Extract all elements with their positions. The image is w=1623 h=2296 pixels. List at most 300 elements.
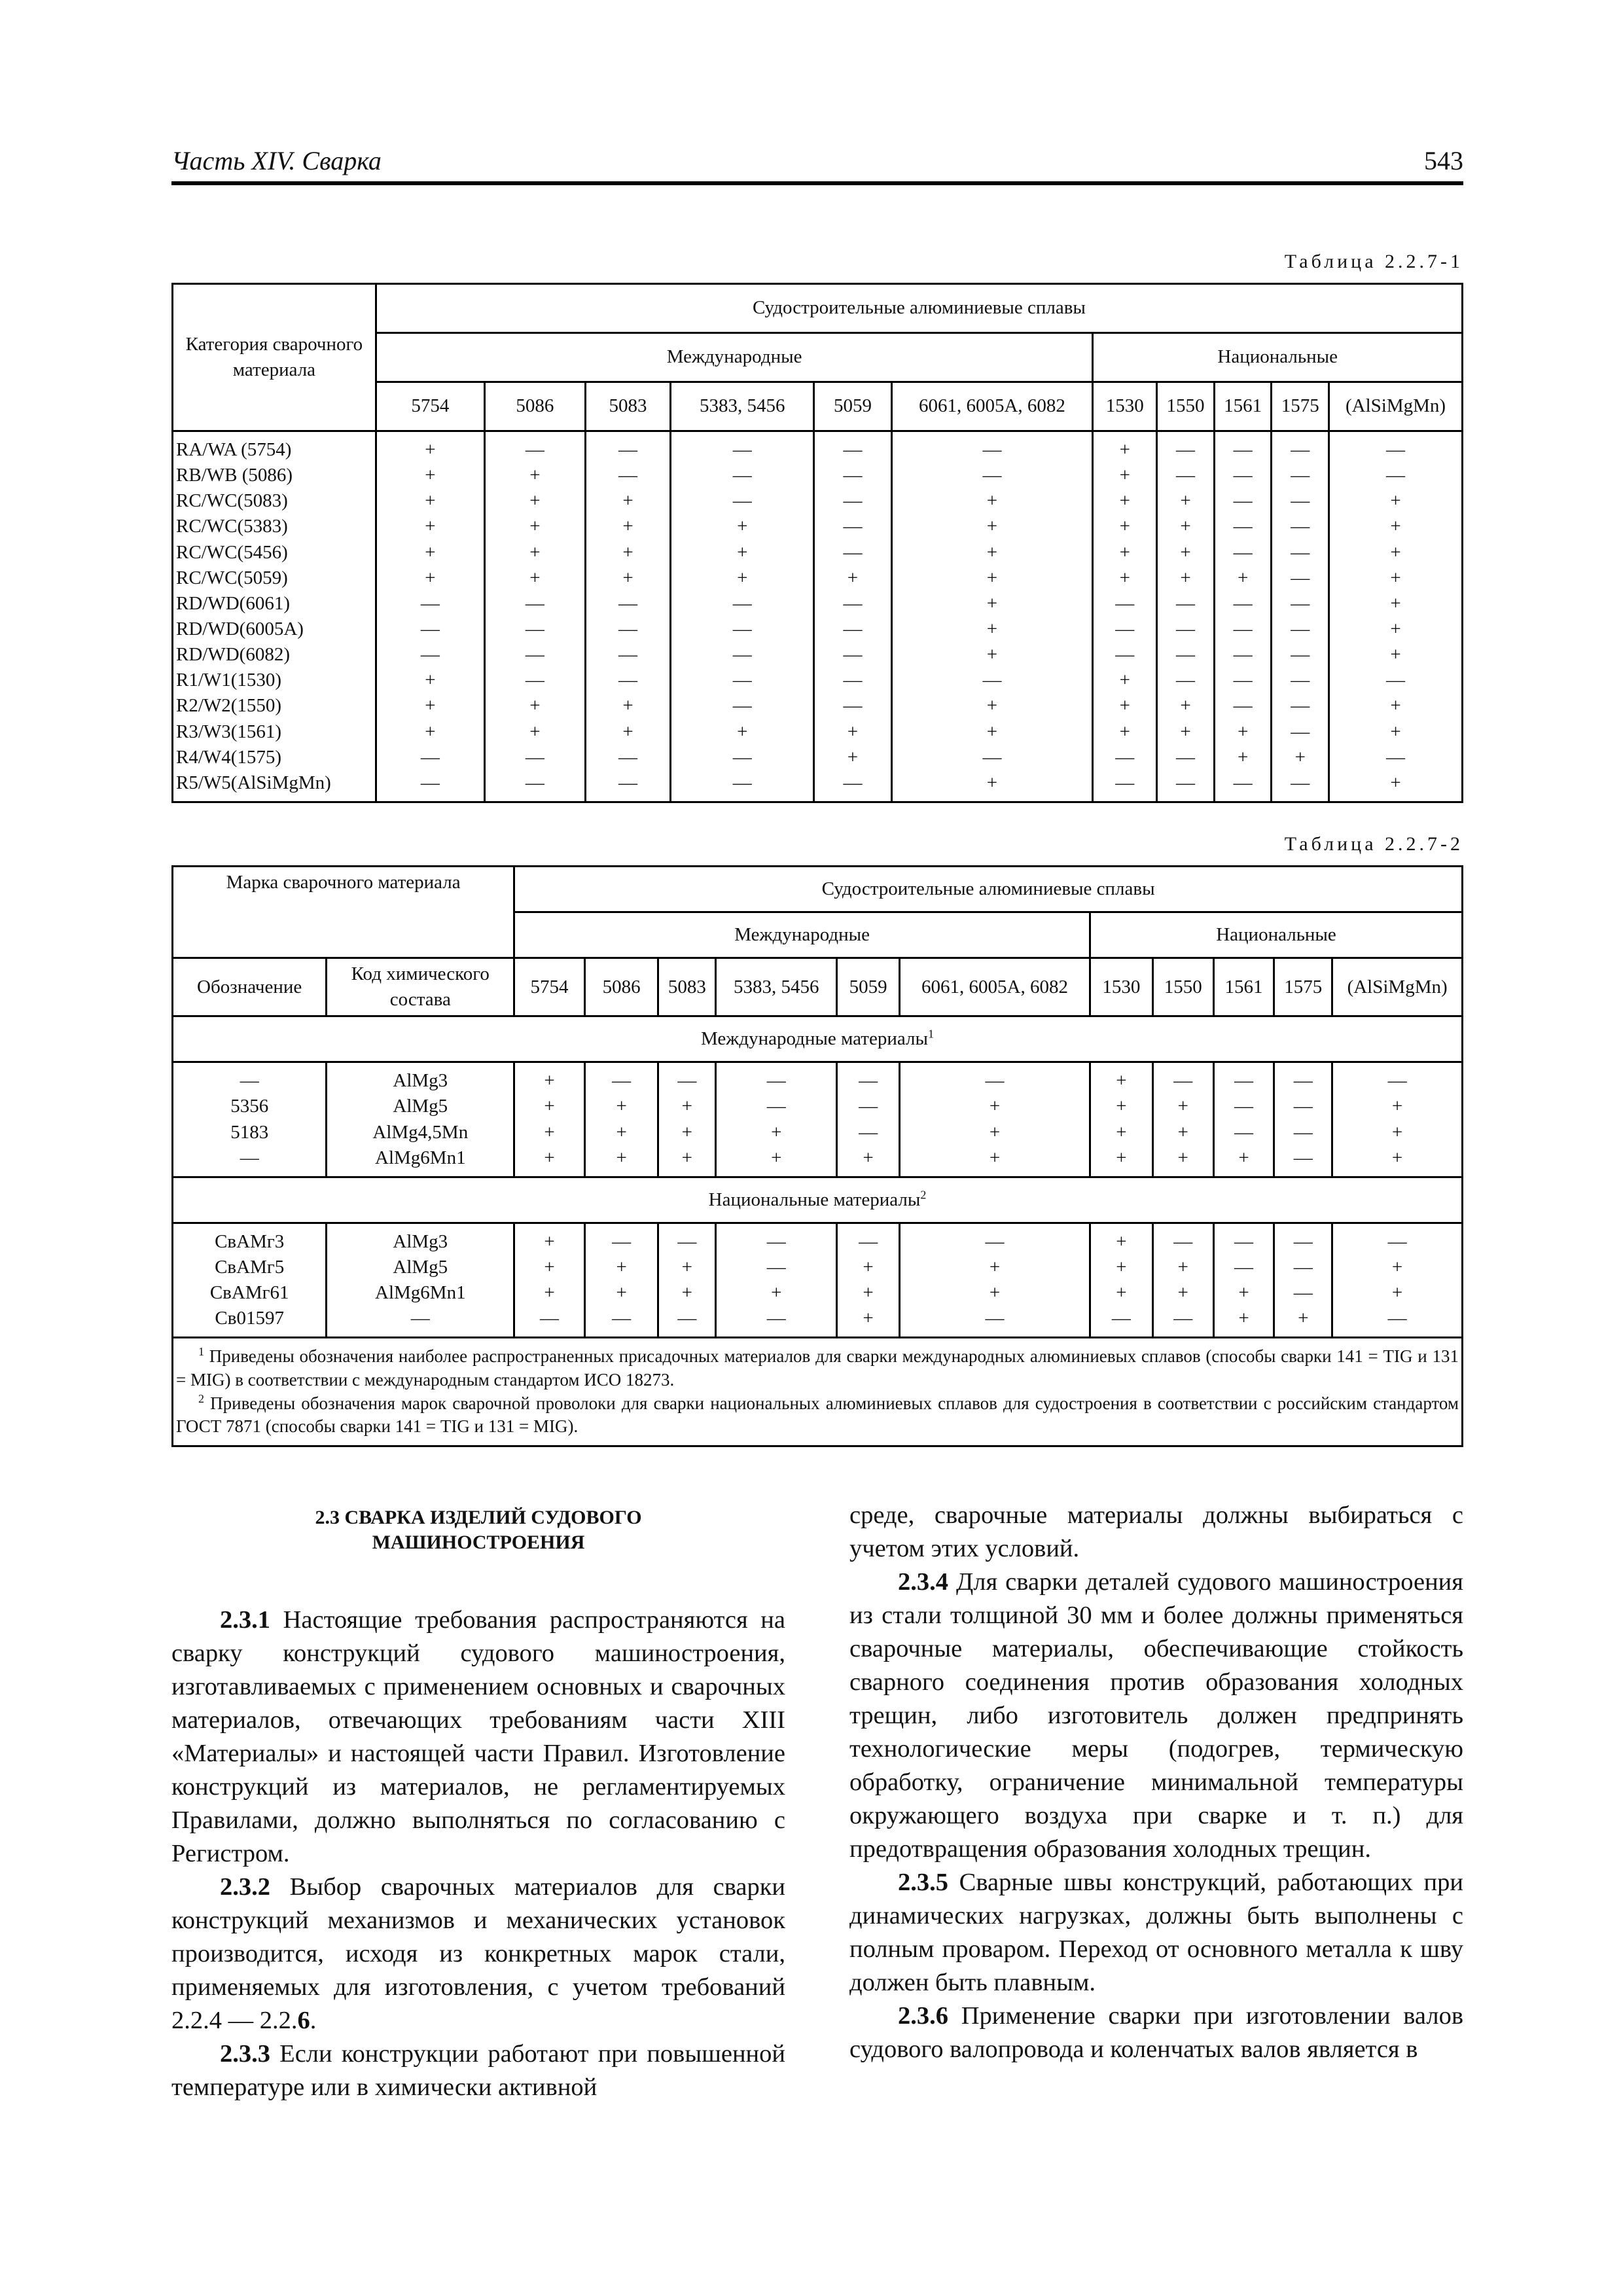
compatibility-cell: — xyxy=(814,514,891,539)
compatibility-cell: — xyxy=(1157,770,1215,802)
compatibility-cell: + xyxy=(376,488,484,514)
material-category: RC/WC(5059) xyxy=(173,565,376,591)
compatibility-cell: — xyxy=(814,463,891,488)
compatibility-cell: + xyxy=(1152,1120,1213,1145)
material-designation: Св01597 xyxy=(173,1306,327,1338)
compatibility-cell: + xyxy=(899,1255,1090,1280)
compatibility-cell: + xyxy=(658,1094,716,1119)
page-number: 543 xyxy=(1424,146,1463,175)
compatibility-cell: — xyxy=(484,770,585,802)
compatibility-cell: — xyxy=(671,488,814,514)
compatibility-cell: + xyxy=(514,1062,585,1094)
compatibility-cell: — xyxy=(484,591,585,617)
compatibility-cell: — xyxy=(1272,770,1329,802)
left-column xyxy=(171,1505,785,2104)
compatibility-cell: — xyxy=(1329,745,1463,770)
column-header: 1575 xyxy=(1272,382,1329,431)
compatibility-cell: + xyxy=(891,514,1093,539)
compatibility-cell: + xyxy=(837,1280,900,1306)
column-header: 5754 xyxy=(514,958,585,1016)
material-designation: 5183 xyxy=(173,1120,327,1145)
compatibility-cell: + xyxy=(1090,1120,1153,1145)
compatibility-cell: + xyxy=(514,1145,585,1177)
footnote-2 xyxy=(176,1392,1459,1439)
compatibility-cell: + xyxy=(658,1145,716,1177)
compatibility-cell: — xyxy=(1274,1062,1332,1094)
compatibility-cell: — xyxy=(671,745,814,770)
compatibility-cell: — xyxy=(1214,514,1272,539)
compatibility-cell: — xyxy=(1214,540,1272,565)
compatibility-cell: + xyxy=(1329,693,1463,719)
compatibility-cell: — xyxy=(716,1094,837,1119)
compatibility-cell: + xyxy=(585,488,670,514)
compatibility-cell: — xyxy=(814,617,891,642)
compatibility-cell: — xyxy=(837,1120,900,1145)
compatibility-cell: + xyxy=(584,1255,658,1280)
compatibility-cell: + xyxy=(1329,719,1463,745)
compatibility-cell: — xyxy=(1157,591,1215,617)
table-row xyxy=(173,617,1463,642)
compatibility-cell: + xyxy=(1213,1145,1274,1177)
chemical-code: AlMg6Mn1 xyxy=(327,1145,514,1177)
compatibility-cell: + xyxy=(899,1280,1090,1306)
compatibility-cell: + xyxy=(1152,1145,1213,1177)
compatibility-cell: — xyxy=(1272,431,1329,463)
paragraph-2-3-6 xyxy=(849,2000,1463,2066)
compatibility-cell: — xyxy=(1157,431,1215,463)
table-row xyxy=(173,540,1463,565)
compatibility-cell: — xyxy=(716,1223,837,1255)
table-2-2-7-2 xyxy=(171,865,1463,1447)
compatibility-cell: + xyxy=(484,719,585,745)
compatibility-cell: + xyxy=(658,1120,716,1145)
compatibility-cell: + xyxy=(484,514,585,539)
table-row xyxy=(173,1120,1463,1145)
compatibility-cell: + xyxy=(484,463,585,488)
page-header xyxy=(171,134,1463,185)
compatibility-cell: + xyxy=(716,1120,837,1145)
compatibility-cell: — xyxy=(1272,514,1329,539)
compatibility-cell: + xyxy=(1329,617,1463,642)
compatibility-cell: — xyxy=(1157,668,1215,693)
compatibility-cell: + xyxy=(1329,642,1463,668)
compatibility-cell: — xyxy=(1214,668,1272,693)
table-row xyxy=(173,693,1463,719)
compatibility-cell: — xyxy=(1272,591,1329,617)
compatibility-cell: + xyxy=(1152,1255,1213,1280)
column-header: 5383, 5456 xyxy=(671,382,814,431)
compatibility-cell: + xyxy=(1093,514,1157,539)
compatibility-cell: + xyxy=(1152,1094,1213,1119)
compatibility-cell: + xyxy=(1090,1255,1153,1280)
column-header: 5059 xyxy=(837,958,900,1016)
material-category: RD/WD(6005A) xyxy=(173,617,376,642)
compatibility-cell: — xyxy=(1157,642,1215,668)
compatibility-cell: + xyxy=(376,719,484,745)
footnote-mark: 1 xyxy=(198,1345,204,1359)
compatibility-cell: + xyxy=(1332,1094,1463,1119)
compatibility-cell: + xyxy=(1157,514,1215,539)
compatibility-cell: — xyxy=(1152,1223,1213,1255)
table-row xyxy=(173,591,1463,617)
compatibility-cell: — xyxy=(671,617,814,642)
compatibility-cell: — xyxy=(1272,463,1329,488)
table-row xyxy=(173,1255,1463,1280)
compatibility-cell: — xyxy=(1213,1094,1274,1119)
column-header: 1561 xyxy=(1214,382,1272,431)
compatibility-cell: + xyxy=(484,693,585,719)
compatibility-cell: + xyxy=(585,514,670,539)
table-row xyxy=(173,668,1463,693)
compatibility-cell: + xyxy=(514,1094,585,1119)
compatibility-cell: + xyxy=(891,719,1093,745)
table2-caption: Таблица 2.2.7-2 xyxy=(1284,833,1463,855)
column-header: 5083 xyxy=(658,958,716,1016)
table-row xyxy=(173,642,1463,668)
compatibility-cell: — xyxy=(1332,1062,1463,1094)
compatibility-cell: — xyxy=(837,1223,900,1255)
material-category: R5/W5(AlSiMgMn) xyxy=(173,770,376,802)
paragraph-text: . xyxy=(310,2007,317,2034)
compatibility-cell: + xyxy=(837,1145,900,1177)
compatibility-cell: — xyxy=(671,463,814,488)
compatibility-cell: — xyxy=(716,1255,837,1280)
compatibility-cell: — xyxy=(484,642,585,668)
compatibility-cell: — xyxy=(1332,1306,1463,1338)
compatibility-cell: + xyxy=(671,565,814,591)
compatibility-cell: + xyxy=(1214,565,1272,591)
header-international: Международные xyxy=(514,912,1090,958)
compatibility-cell: — xyxy=(899,1062,1090,1094)
compatibility-cell: + xyxy=(1090,1094,1153,1119)
paragraph-2-3-5 xyxy=(849,1866,1463,2000)
compatibility-cell: + xyxy=(376,463,484,488)
compatibility-cell: — xyxy=(814,693,891,719)
compatibility-cell: + xyxy=(1090,1062,1153,1094)
material-category: RC/WC(5083) xyxy=(173,488,376,514)
compatibility-cell: — xyxy=(1214,693,1272,719)
compatibility-cell: + xyxy=(1214,719,1272,745)
compatibility-cell: — xyxy=(376,642,484,668)
material-category: RA/WA (5754) xyxy=(173,431,376,463)
compatibility-cell: + xyxy=(1093,540,1157,565)
right-column xyxy=(849,1499,1463,2066)
compatibility-cell: — xyxy=(1272,565,1329,591)
compatibility-cell: — xyxy=(837,1094,900,1119)
paragraph-2-3-4 xyxy=(849,1566,1463,1866)
compatibility-cell: + xyxy=(376,514,484,539)
compatibility-cell: — xyxy=(1213,1062,1274,1094)
chemical-code: AlMg5 xyxy=(327,1094,514,1119)
compatibility-cell: — xyxy=(814,591,891,617)
compatibility-cell: — xyxy=(1332,1223,1463,1255)
compatibility-cell: — xyxy=(1274,1145,1332,1177)
material-category: RC/WC(5383) xyxy=(173,514,376,539)
compatibility-cell: — xyxy=(671,591,814,617)
table-row xyxy=(173,745,1463,770)
footnote-ref: 2 xyxy=(920,1188,927,1202)
table1-caption: Таблица 2.2.7-1 xyxy=(1284,251,1463,272)
compatibility-cell: — xyxy=(671,431,814,463)
table-row xyxy=(173,1145,1463,1177)
material-category: RB/WB (5086) xyxy=(173,463,376,488)
compatibility-cell: + xyxy=(1093,565,1157,591)
compatibility-cell: + xyxy=(1157,719,1215,745)
compatibility-cell: — xyxy=(584,1306,658,1338)
compatibility-cell: + xyxy=(585,540,670,565)
compatibility-cell: — xyxy=(1214,431,1272,463)
compatibility-cell: — xyxy=(585,591,670,617)
compatibility-cell: + xyxy=(376,565,484,591)
material-category: R2/W2(1550) xyxy=(173,693,376,719)
compatibility-cell: + xyxy=(1272,745,1329,770)
compatibility-cell: + xyxy=(1093,693,1157,719)
compatibility-cell: — xyxy=(899,1223,1090,1255)
compatibility-cell: — xyxy=(1157,463,1215,488)
compatibility-cell: + xyxy=(891,488,1093,514)
header-chem-code: Код химического состава xyxy=(327,958,514,1016)
compatibility-cell: + xyxy=(658,1280,716,1306)
material-designation: 5356 xyxy=(173,1094,327,1119)
compatibility-cell: — xyxy=(484,431,585,463)
compatibility-cell: — xyxy=(891,463,1093,488)
compatibility-cell: — xyxy=(1274,1223,1332,1255)
section-international-materials xyxy=(173,1016,1463,1062)
compatibility-cell: + xyxy=(1152,1280,1213,1306)
compatibility-cell: + xyxy=(814,565,891,591)
compatibility-cell: + xyxy=(671,540,814,565)
table-row xyxy=(173,431,1463,463)
compatibility-cell: + xyxy=(716,1145,837,1177)
compatibility-cell: — xyxy=(584,1062,658,1094)
compatibility-cell: — xyxy=(585,617,670,642)
compatibility-cell: — xyxy=(1152,1306,1213,1338)
compatibility-cell: — xyxy=(671,642,814,668)
compatibility-cell: + xyxy=(1329,565,1463,591)
table-row xyxy=(173,565,1463,591)
table-row xyxy=(173,1062,1463,1094)
compatibility-cell: — xyxy=(1272,488,1329,514)
material-category: R4/W4(1575) xyxy=(173,745,376,770)
paragraph-2-3-3-continued: среде, сварочные материалы должны выбираться с учетом этих условий. xyxy=(849,1501,1463,1562)
compatibility-cell: — xyxy=(1214,591,1272,617)
compatibility-cell: — xyxy=(585,642,670,668)
section-label: Национальные материалы xyxy=(708,1189,921,1210)
compatibility-cell: + xyxy=(1213,1280,1274,1306)
compatibility-cell: — xyxy=(716,1062,837,1094)
running-title: Часть XIV. Сварка xyxy=(171,146,382,175)
compatibility-cell: + xyxy=(1157,488,1215,514)
compatibility-cell: + xyxy=(584,1094,658,1119)
compatibility-cell: — xyxy=(514,1306,585,1338)
column-header: 6061, 6005A, 6082 xyxy=(899,958,1090,1016)
compatibility-cell: + xyxy=(1157,693,1215,719)
compatibility-cell: — xyxy=(891,431,1093,463)
column-header: 1550 xyxy=(1152,958,1213,1016)
paragraph-2-3-3 xyxy=(171,2037,785,2104)
compatibility-cell: — xyxy=(1274,1280,1332,1306)
material-designation: СвАМг3 xyxy=(173,1223,327,1255)
table-row xyxy=(173,1223,1463,1255)
compatibility-cell: + xyxy=(514,1120,585,1145)
compatibility-cell: + xyxy=(891,617,1093,642)
column-header: 5086 xyxy=(584,958,658,1016)
compatibility-cell: + xyxy=(1332,1120,1463,1145)
compatibility-cell: + xyxy=(584,1120,658,1145)
header-alloys: Судостроительные алюминиевые сплавы xyxy=(376,284,1462,333)
compatibility-cell: — xyxy=(658,1062,716,1094)
section-heading-line: МАШИНОСТРОЕНИЯ xyxy=(372,1532,585,1553)
header-grade: Марка сварочного материала xyxy=(173,867,514,958)
compatibility-cell: — xyxy=(484,617,585,642)
header-international: Международные xyxy=(376,333,1093,382)
compatibility-cell: — xyxy=(484,668,585,693)
compatibility-cell: — xyxy=(585,745,670,770)
compatibility-cell: — xyxy=(671,770,814,802)
compatibility-cell: + xyxy=(1090,1145,1153,1177)
compatibility-cell: — xyxy=(1272,668,1329,693)
compatibility-cell: — xyxy=(1152,1062,1213,1094)
section-heading-line: 2.3 СВАРКА ИЗДЕЛИЙ СУДОВОГО xyxy=(315,1507,642,1528)
material-designation: СвАМг61 xyxy=(173,1280,327,1306)
compatibility-cell: — xyxy=(585,668,670,693)
material-designation: СвАМг5 xyxy=(173,1255,327,1280)
paragraph-text: Выбор сварочных материалов для сварки конструкций механизмов и механических установок производится, исходя из конкретных марок стали, применяемых для изготовления, с учетом требований 2.2.4 — 2.2. xyxy=(171,1873,786,2034)
compatibility-cell: — xyxy=(1213,1223,1274,1255)
chemical-code: AlMg6Mn1 xyxy=(327,1280,514,1306)
paragraph-text: Для сварки деталей судового машиностроения из стали толщиной 30 мм и более должны применяться сварочные материалы, обеспечивающие стойкость сварного соединения против образования холодных трещин, либо изготовитель должен предпринять технологические меры (подогрев, термическую обработку, ограничение минимальной температуры окружающего воздуха при сварке и т. п.) для предотвращения образования холодных трещин. xyxy=(849,1568,1463,1863)
header-designation: Обозначение xyxy=(173,958,327,1016)
compatibility-cell: + xyxy=(837,1255,900,1280)
compatibility-cell: + xyxy=(1093,719,1157,745)
compatibility-cell: — xyxy=(1274,1120,1332,1145)
clause-number: 2.3.2 xyxy=(220,1873,270,1901)
compatibility-cell: + xyxy=(1329,514,1463,539)
compatibility-cell: — xyxy=(814,488,891,514)
compatibility-cell: + xyxy=(584,1280,658,1306)
compatibility-cell: + xyxy=(716,1280,837,1306)
compatibility-cell: — xyxy=(1157,745,1215,770)
compatibility-cell: — xyxy=(814,770,891,802)
column-header: 1550 xyxy=(1157,382,1215,431)
compatibility-cell: — xyxy=(1093,617,1157,642)
compatibility-cell: — xyxy=(814,642,891,668)
header-category: Категория сварочного материала xyxy=(173,284,376,431)
compatibility-cell: — xyxy=(1213,1255,1274,1280)
compatibility-cell: + xyxy=(1329,488,1463,514)
column-header: 5754 xyxy=(376,382,484,431)
column-header: 5383, 5456 xyxy=(716,958,837,1016)
clause-number: 2.3.6 xyxy=(898,2002,948,2030)
compatibility-cell: + xyxy=(514,1223,585,1255)
clause-ref-bold: 6 xyxy=(297,2007,310,2034)
compatibility-cell: — xyxy=(899,1306,1090,1338)
clause-number: 2.3.5 xyxy=(898,1869,948,1896)
table-row xyxy=(173,488,1463,514)
compatibility-cell: + xyxy=(585,693,670,719)
material-category: RC/WC(5456) xyxy=(173,540,376,565)
clause-number: 2.3.4 xyxy=(898,1568,948,1596)
compatibility-cell: + xyxy=(1329,770,1463,802)
material-category: RD/WD(6061) xyxy=(173,591,376,617)
compatibility-cell: + xyxy=(671,719,814,745)
compatibility-cell: + xyxy=(484,565,585,591)
compatibility-cell: — xyxy=(1214,642,1272,668)
column-header: 1561 xyxy=(1213,958,1274,1016)
footnote-text: Приведены обозначения марок сварочной проволоки для сварки национальных алюминиевых сплавов для судостроения в соответствии с российским стандартом ГОСТ 7871 (способы сварки 141 = TIG и 131 = MIG). xyxy=(176,1393,1459,1437)
compatibility-cell: + xyxy=(1157,540,1215,565)
compatibility-cell: — xyxy=(1214,488,1272,514)
chemical-code: — xyxy=(327,1306,514,1338)
compatibility-cell: — xyxy=(1329,463,1463,488)
compatibility-cell: — xyxy=(671,668,814,693)
compatibility-cell: — xyxy=(585,770,670,802)
material-designation: — xyxy=(173,1062,327,1094)
compatibility-cell: — xyxy=(1093,745,1157,770)
compatibility-cell: — xyxy=(1214,463,1272,488)
material-category: R1/W1(1530) xyxy=(173,668,376,693)
table-row xyxy=(173,1094,1463,1119)
compatibility-cell: + xyxy=(514,1280,585,1306)
column-header: 1530 xyxy=(1090,958,1153,1016)
compatibility-cell: + xyxy=(376,431,484,463)
compatibility-cell: — xyxy=(891,668,1093,693)
compatibility-cell: + xyxy=(584,1145,658,1177)
footnote-1 xyxy=(176,1345,1459,1391)
table-2-2-7-1 xyxy=(171,283,1463,803)
paragraph-text: Сварные швы конструкций, работающих при динамических нагрузках, должны быть выполнены с полным проваром. Переход от основного металла к шву должен быть плавным. xyxy=(849,1869,1464,1996)
column-header: 5083 xyxy=(585,382,670,431)
compatibility-cell: — xyxy=(484,745,585,770)
compatibility-cell: + xyxy=(484,540,585,565)
compatibility-cell: + xyxy=(891,693,1093,719)
footnote-mark: 2 xyxy=(198,1391,204,1405)
compatibility-cell: — xyxy=(376,770,484,802)
compatibility-cell: — xyxy=(1272,540,1329,565)
compatibility-cell: — xyxy=(1090,1306,1153,1338)
compatibility-cell: + xyxy=(891,591,1093,617)
paragraph-2-3-1 xyxy=(171,1604,785,1871)
column-header: 6061, 6005A, 6082 xyxy=(891,382,1093,431)
compatibility-cell: + xyxy=(891,540,1093,565)
compatibility-cell: + xyxy=(1329,540,1463,565)
section-national-materials xyxy=(173,1177,1463,1223)
compatibility-cell: + xyxy=(671,514,814,539)
compatibility-cell: + xyxy=(585,719,670,745)
compatibility-cell: + xyxy=(1329,591,1463,617)
header-alloys: Судостроительные алюминиевые сплавы xyxy=(514,867,1463,912)
compatibility-cell: + xyxy=(1332,1255,1463,1280)
compatibility-cell: — xyxy=(1329,431,1463,463)
compatibility-cell: + xyxy=(376,668,484,693)
compatibility-cell: — xyxy=(1213,1120,1274,1145)
footnote-ref: 1 xyxy=(927,1027,934,1041)
section-label: Международные материалы xyxy=(701,1028,928,1050)
compatibility-cell: — xyxy=(584,1223,658,1255)
compatibility-cell: — xyxy=(658,1306,716,1338)
section-heading xyxy=(171,1505,785,1555)
column-header: 1575 xyxy=(1274,958,1332,1016)
footnote-text: Приведены обозначения наиболее распространенных присадочных материалов для сварки международных алюминиевых сплавов (способы сварки 141 = TIG и 131 = MIG) в соответствии с международным стандартом ИСО 18273. xyxy=(176,1346,1459,1390)
compatibility-cell: — xyxy=(1093,642,1157,668)
compatibility-cell: — xyxy=(585,463,670,488)
table-row xyxy=(173,719,1463,745)
column-header: (AlSiMgMn) xyxy=(1329,382,1463,431)
compatibility-cell: — xyxy=(716,1306,837,1338)
paragraph-text: Применение сварки при изготовлении валов судового валопровода и коленчатых валов является в xyxy=(849,2002,1464,2063)
chemical-code: AlMg3 xyxy=(327,1223,514,1255)
compatibility-cell: + xyxy=(899,1120,1090,1145)
